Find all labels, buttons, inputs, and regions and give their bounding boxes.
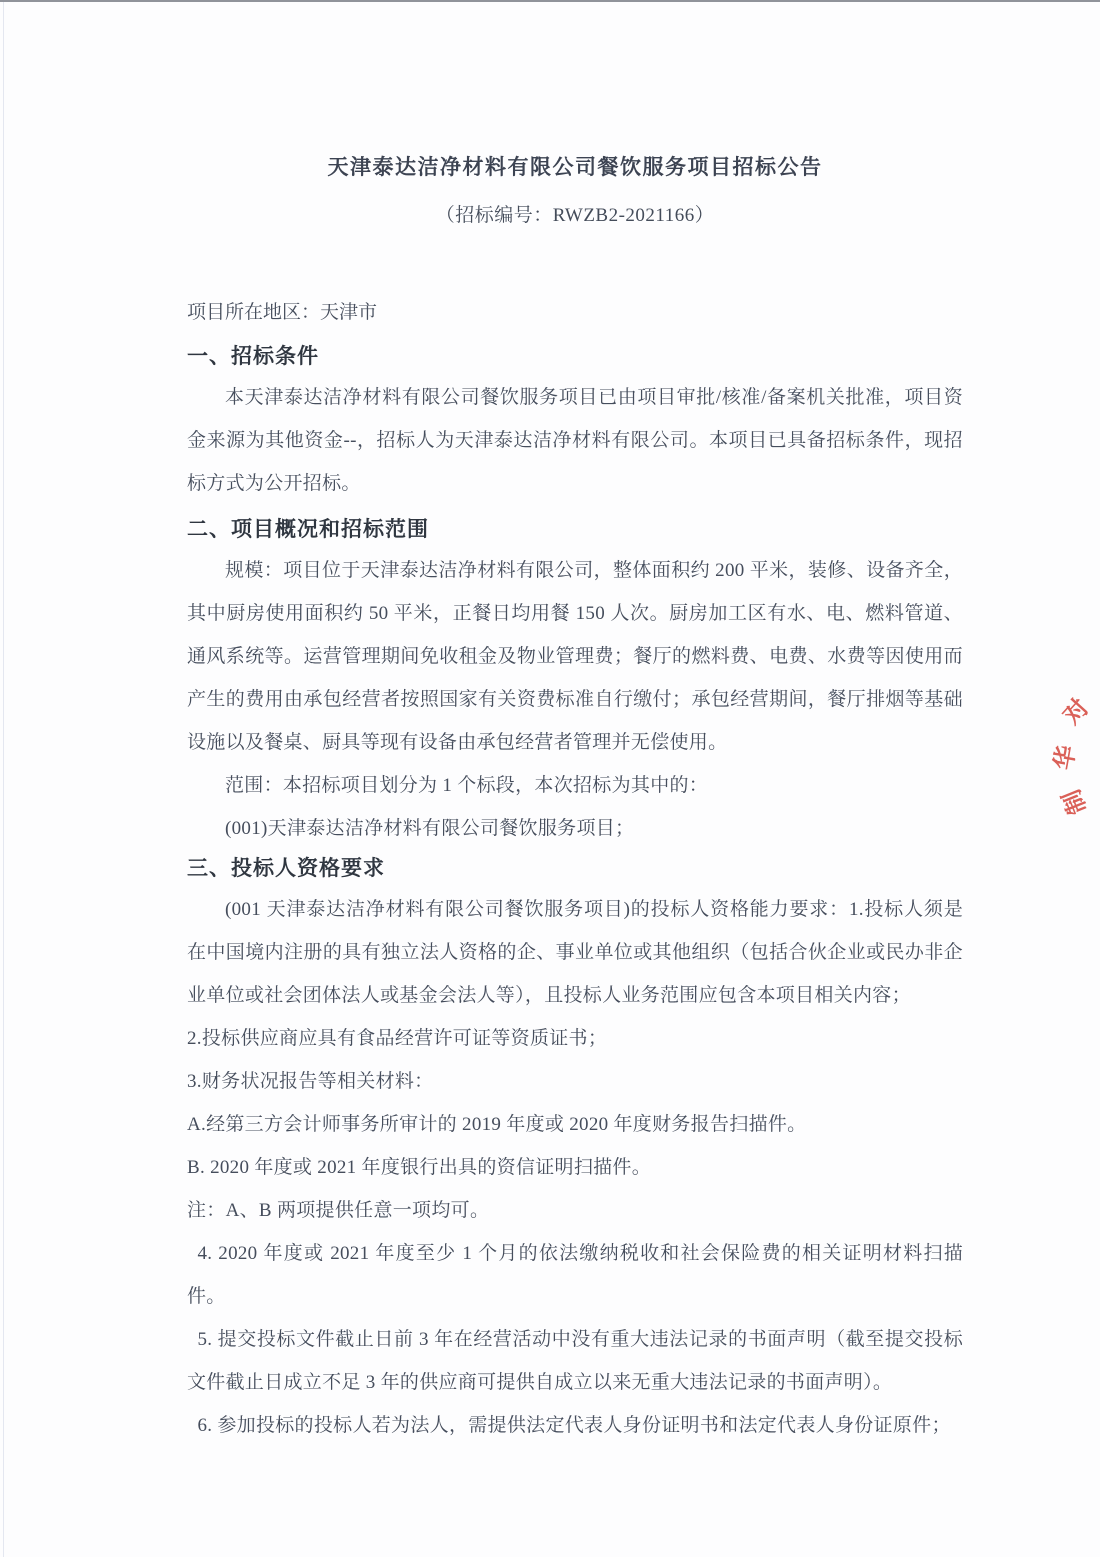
qualification-requirement-1: (001 天津泰达洁净材料有限公司餐饮服务项目)的投标人资格能力要求：1.投标人须是在中国境内注册的具有独立法人资格的企、事业单位或其他组织（包括合伙企业或民办非企业单位或社会团体法人或基金会法人等），且投标人业务范围应包含本项目相关内容； <box>187 899 963 1006</box>
qualification-requirement-2: 2.投标供应商应具有食品经营许可证等资质证书； <box>187 1028 608 1049</box>
qualification-requirement-4: 4. 2020 年度或 2021 年度至少 1 个月的依法缴纳税收和社会保险费的相关证明材料扫描件。 <box>187 1243 963 1307</box>
qualification-item-b: B. 2020 年度或 2021 年度银行出具的资信证明扫描件。 <box>187 1157 652 1178</box>
tender-number-line: （招标编号：RWZB2-2021166） <box>435 205 715 226</box>
section-2-lot-line: (001)天津泰达洁净材料有限公司餐饮服务项目； <box>225 818 635 839</box>
section-2-scale-paragraph: 规模：项目位于天津泰达洁净材料有限公司，整体面积约 200 平米，装修、设备齐全，其中厨房使用面积约 50 平米，正餐日均用餐 150 人次。厨房加工区有水、电、燃料管道、通风系统等。运营管理期间免收租金及物业管理费；餐厅的燃料费、电费、水费等因使用而产生的费用由承包经营者按照国家有关资费标准自行缴付；承包经营期间，餐厅排烟等基础设施以及餐桌、厨具等现有设备由承包经营者管理并无偿使用。 <box>187 560 963 753</box>
seal-glyph-3: 制 <box>1058 785 1093 818</box>
document-content <box>0 2 1100 1447</box>
qualification-requirement-3: 3.财务状况报告等相关材料： <box>187 1071 434 1092</box>
section-project-overview <box>187 513 963 850</box>
qualification-requirement-6: 6. 参加投标的投标人若为法人，需提供法定代表人身份证明书和法定代表人身份证原件； <box>197 1415 951 1436</box>
project-location-line: 项目所在地区：天津市 <box>187 302 378 323</box>
section-1-heading: 一、招标条件 <box>187 344 319 368</box>
qualification-item-a: A.经第三方会计师事务所审计的 2019 年度或 2020 年度财务报告扫描件。 <box>187 1114 807 1135</box>
qualification-note: 注：A、B 两项提供任意一项均可。 <box>187 1200 490 1221</box>
section-tender-conditions <box>187 340 963 505</box>
section-1-paragraph: 本天津泰达洁净材料有限公司餐饮服务项目已由项目审批/核准/备案机关批准，项目资金来源为其他资金--，招标人为天津泰达洁净材料有限公司。本项目已具备招标条件，现招标方式为公开招标。 <box>187 387 963 494</box>
section-bidder-qualifications <box>187 852 963 1447</box>
section-2-scope-line: 范围：本招标项目划分为 1 个标段，本次招标为其中的： <box>225 775 709 796</box>
seal-glyph-2: 华 <box>1051 743 1081 772</box>
section-3-heading: 三、投标人资格要求 <box>187 856 385 880</box>
qualification-requirement-5: 5. 提交投标文件截止日前 3 年在经营活动中没有重大违法记录的书面声明（截至提交投标文件截止日成立不足 3 年的供应商可提供自成立以来无重大违法记录的书面声明）。 <box>187 1329 963 1393</box>
section-2-heading: 二、项目概况和招标范围 <box>187 517 429 541</box>
seal-glyph-1: 对 <box>1059 694 1095 730</box>
document-title: 天津泰达洁净材料有限公司餐饮服务项目招标公告 <box>327 155 823 179</box>
